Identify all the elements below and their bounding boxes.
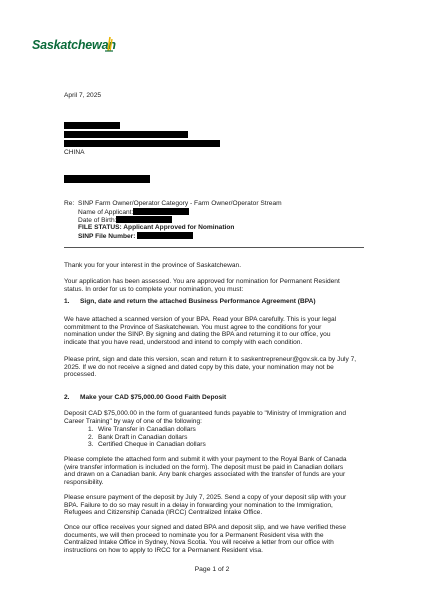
- section-2-paragraph-3: Please ensure payment of the deposit by July 7, 2025. Send a copy of your deposit slip with your BPA. Failure to do so may result in a delay in forwarding your nomination to the Immigration, Refugees and Citizenship Canada (IRCC) Centralized Intake Office.: [64, 494, 347, 517]
- file-number-row: [78, 232, 193, 241]
- address-country: CHINA: [64, 149, 85, 156]
- list-item: 2. Bank Draft in Canadian dollars: [88, 433, 188, 441]
- list-item: 3. Certified Cheque in Canadian dollars: [88, 441, 206, 449]
- section-2-paragraph-4: Once our office receives your signed and dated BPA and deposit slip, and we have verified these documents, we will then proceed to nominate you for a Permanent Resident visa with the Centralized Intake Office in Sydney, Nova Scotia. You will receive a letter from our office with instructions on how to apply to IRCC for a Permanent Resident visa.: [64, 524, 346, 554]
- saskatchewan-logo: Saskatchewan: [32, 38, 116, 52]
- section-2-paragraph-1: Deposit CAD $75,000.00 in the form of guaranteed funds payable to "Ministry of Immigration and Career Training" by way of one of the following:: [64, 410, 346, 425]
- section-2-paragraph-2: Please complete the attached form and submit it with your payment to the Royal Bank of Canada (wire transfer information is included on the form). The deposit must be paid in Canadian dollars and drawn on a Canadian bank. Any bank charges associated with the transfer of funds are your responsibility.: [64, 456, 347, 486]
- list-item: 1. Wire Transfer in Canadian dollars: [88, 426, 196, 433]
- intro-text: Thank you for your interest in the province of Saskatchewan.: [64, 262, 242, 269]
- dob-label: Date of Birth:: [78, 217, 117, 224]
- letter-date: April 7, 2025: [64, 92, 102, 99]
- section-2-heading: 2. Make your CAD $75,000.00 Good Faith Deposit: [64, 394, 227, 401]
- redacted-dob: [116, 216, 172, 223]
- redacted-address-line-3: [64, 140, 220, 147]
- re-line: SINP Farm Owner/Operator Category - Farm Owner/Operator Stream: [78, 200, 282, 207]
- redacted-applicant-name: [133, 208, 189, 215]
- file-number-label: SINP File Number:: [78, 233, 136, 240]
- re-prefix: Re:: [64, 200, 75, 207]
- page-number: Page 1 of 2: [194, 566, 230, 573]
- redacted-address-line-2: [64, 131, 188, 138]
- redacted-address-line-1: [64, 122, 120, 129]
- redacted-recipient: [64, 175, 150, 183]
- section-1-heading: 1. Sign, date and return the attached Business Performance Agreement (BPA): [64, 298, 316, 305]
- wheat-sheaf-icon: [104, 36, 114, 52]
- redacted-file-number: [137, 232, 193, 239]
- section-1-paragraph-2: Please print, sign and date this version, scan and return it to saskentrepreneur@gov.sk.ca by July 7, 2025. If we do not receive a signed and dated copy by this date, your nomination may not be processed.: [64, 356, 357, 379]
- file-status: FILE STATUS: Applicant Approved for Nomination: [78, 224, 235, 231]
- deposit-options-list: [88, 426, 206, 449]
- section-1-paragraph-1: We have attached a scanned version of your BPA. Read your BPA carefully. This is your legal commitment to the Province of Saskatchewan. You must agree to the conditions for your nomination under the SINP. By signing and dating the BPA and returning it to our office, you indicate that you have read, understood and intend to comply with each condition.: [64, 316, 337, 346]
- divider: [64, 247, 364, 248]
- assessed-paragraph: Your application has been assessed. You are approved for nomination for Permanent Resident status. In order for us to complete your nomination, you must:: [64, 278, 340, 293]
- applicant-label: Name of Applicant:: [78, 209, 134, 216]
